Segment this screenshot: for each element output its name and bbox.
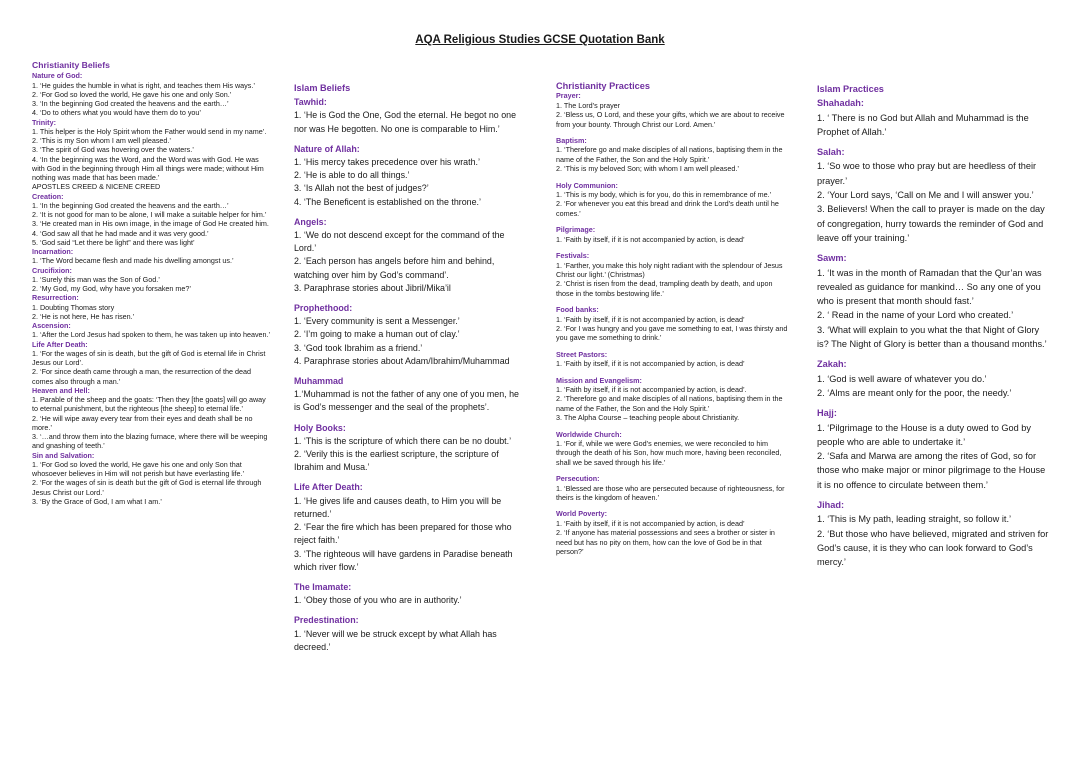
quotation-line: 1. ‘He is God the One, God the eternal. He begot no one nor was He begotten. No one is comparable to Him.’	[294, 110, 517, 134]
quotation-line: 1. ‘Every community is sent a Messenger.’	[294, 316, 460, 327]
section-heading: Baptism:	[556, 136, 587, 146]
column-heading: Christianity Beliefs	[32, 60, 110, 70]
section-heading: Persecution:	[556, 474, 600, 484]
section-heading: Nature of God:	[32, 71, 83, 81]
section-heading: Tawhid:	[294, 97, 327, 108]
quotation-line: 1. ‘He gives life and causes death, to Him you will be returned.’	[294, 495, 502, 519]
quotation-line: 1. ‘We do not descend except for the command of the Lord.’	[294, 230, 505, 254]
quotation-line: 2. ‘Your Lord says, ‘Call on Me and I will answer you.’	[817, 190, 1034, 201]
quotation-line: 2. ‘Safa and Marwa are among the rites of God, so for those who make major or minor pilgrimage to the House it is no offence to circulate between them.’	[817, 451, 1046, 490]
quotation-line: 1. ‘He guides the humble in what is right, and teaches them His ways.’	[32, 80, 255, 90]
quotation-line: 1. ‘Faith by itself, if it is not accompanied by action, is dead’	[556, 518, 745, 528]
quotation-line: 3. Paraphrase stories about Jibril/Mika’il	[294, 282, 451, 293]
quotation-line: 4. ‘God saw all that he had made and it was very good.’	[32, 228, 209, 238]
quotation-line: 2. ‘If anyone has material possessions and sees a brother or sister in need but has no pity on them, how can the love of God be in that person?’	[556, 528, 775, 557]
document-title: AQA Religious Studies GCSE Quotation Bank	[415, 34, 665, 46]
section-heading: Trinity:	[32, 117, 56, 127]
quotation-line: 1. ‘Obey those of you who are in authority.’	[294, 595, 462, 606]
column-christianity-beliefs	[32, 61, 272, 506]
section-heading: Prayer:	[556, 91, 581, 101]
section-heading: Zakah:	[817, 359, 847, 370]
section-heading: Street Pastors:	[556, 349, 608, 359]
quotation-line: 2. ‘It is not good for man to be alone, I will make a suitable helper for him.’	[32, 210, 267, 219]
section-heading: Shahadah:	[817, 98, 864, 109]
quotation-line: 2. ‘Bless us, O Lord, and these your gifts, which we are about to receive from your bounty. Through Christ our Lord. Amen.’	[556, 110, 785, 129]
section-heading: Pilgrimage:	[556, 225, 596, 235]
quotation-line: 2. ‘But those who have believed, migrated and striven for God’s cause, it is they who can look forward to God’s mercy.’	[817, 528, 1049, 568]
quotation-line: 2. ‘My God, my God, why have you forsaken me?’	[32, 284, 191, 293]
quotation-line: 1. ‘Farther, you make this holy night radiant with the splendour of Jesus Christ our light.’ (Christmas)	[556, 260, 783, 279]
section-heading: Holy Communion:	[556, 180, 618, 190]
section-heading: Resurrection:	[32, 293, 79, 303]
section-heading: Crucifixion:	[32, 265, 72, 275]
quotation-line: 3. ‘The righteous will have gardens in Paradise beneath which river flow.’	[294, 548, 513, 572]
section-heading: Muhammad	[294, 376, 344, 387]
column-heading: Islam Practices	[817, 84, 884, 94]
quotation-line: 2. ‘This is my beloved Son; with whom I am well pleased.’	[556, 164, 739, 174]
section-heading: Heaven and Hell:	[32, 385, 90, 395]
quotation-line: 1. The Lord’s prayer	[556, 100, 621, 110]
quotation-line: 2. ‘Christ is risen from the dead, trampling death by death, and upon those in the tombs bestowing life.’	[556, 279, 773, 298]
section-heading: World Poverty:	[556, 509, 607, 519]
quotation-line: 1. ‘For God so loved the world, He gave his one and only Son that whosoever believes in Him will not perish but have everlasting life.’	[32, 459, 245, 478]
quotation-line: 2. ‘He will wipe away every tear from their eyes and death shall be no more.’	[32, 413, 253, 432]
quotation-line: 3. ‘God took Ibrahim as a friend.’	[294, 342, 423, 353]
section-heading: Predestination:	[294, 615, 359, 626]
quotation-line: 1. ‘Never will we be struck except by what Allah has decreed.’	[294, 628, 497, 652]
quotation-line: 3. ‘He created man in His own image, in the image of God He created him.	[32, 219, 269, 229]
section-heading: Jihad:	[817, 500, 845, 511]
quotation-line: 2. ‘For God so loved the world, He gave his one and only Son.’	[32, 89, 232, 99]
section-heading: Prophethood:	[294, 303, 353, 314]
section-heading: Worldwide Church:	[556, 429, 622, 439]
quotation-line: 1. ‘This is My path, leading straight, so follow it.’	[817, 514, 1012, 525]
quotation-line: 1. ‘Faith by itself, if it is not accompanied by action, is dead’	[556, 234, 745, 244]
quotation-line: 3. The Alpha Course – teaching people about Christianity.	[556, 413, 740, 423]
quotation-line: 1. ‘This is the scripture of which there can be no doubt.’	[294, 435, 512, 446]
quotation-line: 1. ‘For if, while we were God’s enemies, we were reconciled to him through the death of his Son, how much more, having been reconciled, shall we be saved through his life.’	[556, 439, 782, 467]
quotation-line: 2. ‘For the wages of sin is death but the gift of God is eternal life through Jesus Christ our Lord.’	[32, 478, 262, 497]
quotation-line: 4. Paraphrase stories about Adam/Ibrahim/Muhammad	[294, 355, 510, 366]
quotation-line: 4. ‘In the beginning was the Word, and the Word was with God. He was with God in the beginning through Him all things were made; without Him nothing was made that has been made.’	[32, 154, 264, 182]
quotation-line: 4. ‘The Beneficent is established on the throne.’	[294, 196, 481, 207]
column-heading: Christianity Practices	[556, 81, 650, 91]
quotation-line: 1. ‘God is well aware of whatever you do.’	[817, 373, 987, 384]
quotation-line: 1. ‘Faith by itself, if it is not accompanied by action, is dead’	[556, 314, 745, 324]
quotation-line: 3. ‘…and throw them into the blazing furnace, where there will be weeping and gnashing of teeth.’	[32, 432, 268, 451]
quotation-line: 2. ‘For I was hungry and you gave me something to eat, I was thirsty and you gave me something to drink.’	[556, 323, 788, 343]
column-islam-practices	[817, 82, 1049, 570]
section-heading: Mission and Evangelism:	[556, 375, 642, 385]
quotation-line: 1. ‘Surely this man was the Son of God.’	[32, 274, 160, 284]
section-heading: Food banks:	[556, 305, 599, 315]
section-heading: The Imamate:	[294, 581, 352, 592]
section-heading: Salah:	[817, 147, 845, 158]
quotation-line: APOSTLES CREED & NICENE CREED	[32, 182, 161, 192]
quotation-line: 1. ‘Blessed are those who are persecuted because of righteousness, for theirs is the kingdom of heaven.’	[556, 483, 785, 503]
quotation-line: 1. This helper is the Holy Spirit whom the Father would send in my name’.	[32, 126, 267, 136]
quotation-line: 1. ‘ There is no God but Allah and Muhammad is the Prophet of Allah.’	[817, 112, 1029, 137]
section-heading: Sin and Salvation:	[32, 450, 95, 460]
quotation-line: 2. ‘He is not here, He has risen.’	[32, 311, 135, 321]
quotation-line: 1. ‘In the beginning God created the heavens and the earth…’	[32, 200, 229, 210]
quotation-line: 1. ‘So woe to those who pray but are heedless of their prayer.’	[817, 161, 1037, 186]
quotation-line: 2. ‘He is able to do all things.’	[294, 170, 410, 181]
quotation-line: 3. ‘By the Grace of God, I am what I am.’	[32, 496, 162, 506]
quotation-line: 1. ‘Therefore go and make disciples of all nations, baptising them in the name of the Father, the Son and the Holy Spirit.’	[556, 145, 783, 164]
section-heading: Angels:	[294, 216, 327, 227]
column-islam-beliefs	[294, 82, 522, 654]
section-heading: Hajj:	[817, 408, 837, 419]
quotation-line: 2. ‘Alms are meant only for the poor, the needy.’	[817, 387, 1012, 398]
section-heading: Holy Books:	[294, 422, 346, 433]
quotation-line: 1. ‘His mercy takes precedence over his wrath.’	[294, 157, 480, 168]
quotation-line: 2. ‘Therefore go and make disciples of all nations, baptising them in the name of the Father, the Son and the Holy Spirit.’	[556, 394, 783, 413]
quotation-line: 2. ‘ Read in the name of your Lord who created.’	[817, 310, 1014, 321]
quotation-line: 1. ‘Faith by itself, if it is not accompanied by action, is dead’	[556, 359, 745, 369]
quotation-line: 5. ‘God said “Let there be light” and there was light’	[32, 237, 195, 247]
section-heading: Nature of Allah:	[294, 143, 360, 154]
quotation-line: 1. ‘After the Lord Jesus had spoken to them, he was taken up into heaven.’	[32, 330, 271, 340]
quotation-line: 1. ‘Faith by itself, if it is not accompanied by action, is dead’.	[556, 384, 747, 394]
section-heading: Sawm:	[817, 253, 847, 264]
quotation-line: 3. ‘What will explain to you what the that Night of Glory is? The Night of Glory is better than a thousand months.’	[817, 324, 1047, 350]
section-heading: Life After Death:	[294, 482, 363, 493]
quotation-line: 3. Believers! When the call to prayer is made on the day of congregation, hurry towards the reminder of God and leave off your training.’	[817, 204, 1045, 243]
quotation-line: 1. ‘It was in the month of Ramadan that the Qur’an was revealed as guidance for mankind… So any one of you who is present that month should fast.’	[817, 267, 1042, 307]
quotation-line: 1. ‘Pilgrimage to the House is a duty owed to God by people who are able to undertake it.’	[817, 422, 1031, 447]
quotation-line: 2. ‘Each person has angels before him and behind, watching over him by God’s command’.	[294, 256, 495, 280]
quotation-line: 2. ‘Verily this is the earliest scripture, the scripture of Ibrahim and Musa.’	[294, 449, 499, 473]
quotation-line: 1.‘Muhammad is not the father of any one of you men, he is God’s messenger and the seal of the prophets’.	[294, 389, 519, 413]
quotation-line: 4. ‘Do to others what you would have them do to you’	[32, 108, 202, 118]
section-heading: Incarnation:	[32, 247, 74, 256]
quotation-line: 2. ‘This is my Son whom I am well pleased.’	[32, 136, 172, 145]
quotation-line: 2. ‘Fear the fire which has been prepared for those who reject faith.’	[294, 522, 512, 546]
section-heading: Creation:	[32, 191, 64, 201]
column-christianity-practices	[556, 82, 788, 556]
quotation-line: 2. ‘For whenever you eat this bread and drink the Lord’s death until he comes.’	[556, 199, 779, 218]
quotation-line: 2. ‘I’m going to make a human out of clay.’	[294, 329, 460, 340]
quotation-line: 1. ‘The Word became flesh and made his dwelling amongst us.’	[32, 256, 234, 266]
quotation-line: 1. ‘This is my body, which is for you, do this in remembrance of me.’	[556, 190, 772, 200]
section-heading: Festivals:	[556, 251, 590, 261]
quotation-line: 1. Parable of the sheep and the goats: ‘Then they [the goats] will go away to eternal punishment, but the righteous [the sheep] to eternal life.’	[32, 395, 266, 414]
quotation-line: 2. ‘For since death came through a man, the resurrection of the dead comes also through a man.’	[32, 367, 251, 386]
column-heading: Islam Beliefs	[294, 83, 351, 93]
quotation-line: 1. ‘For the wages of sin is death, but the gift of God is eternal life in Christ Jesus our Lord’.	[32, 348, 266, 367]
section-heading: Life After Death:	[32, 339, 88, 349]
quotation-line: 1. Doubting Thomas story	[32, 302, 115, 312]
quotation-line: 3. ‘In the beginning God created the heavens and the earth…’	[32, 99, 229, 108]
section-heading: Ascension:	[32, 321, 71, 330]
quotation-line: 3. ‘Is Allah not the best of judges?’	[294, 183, 429, 194]
quotation-line: 3. ‘The spirit of God was hovering over the waters.’	[32, 145, 194, 155]
